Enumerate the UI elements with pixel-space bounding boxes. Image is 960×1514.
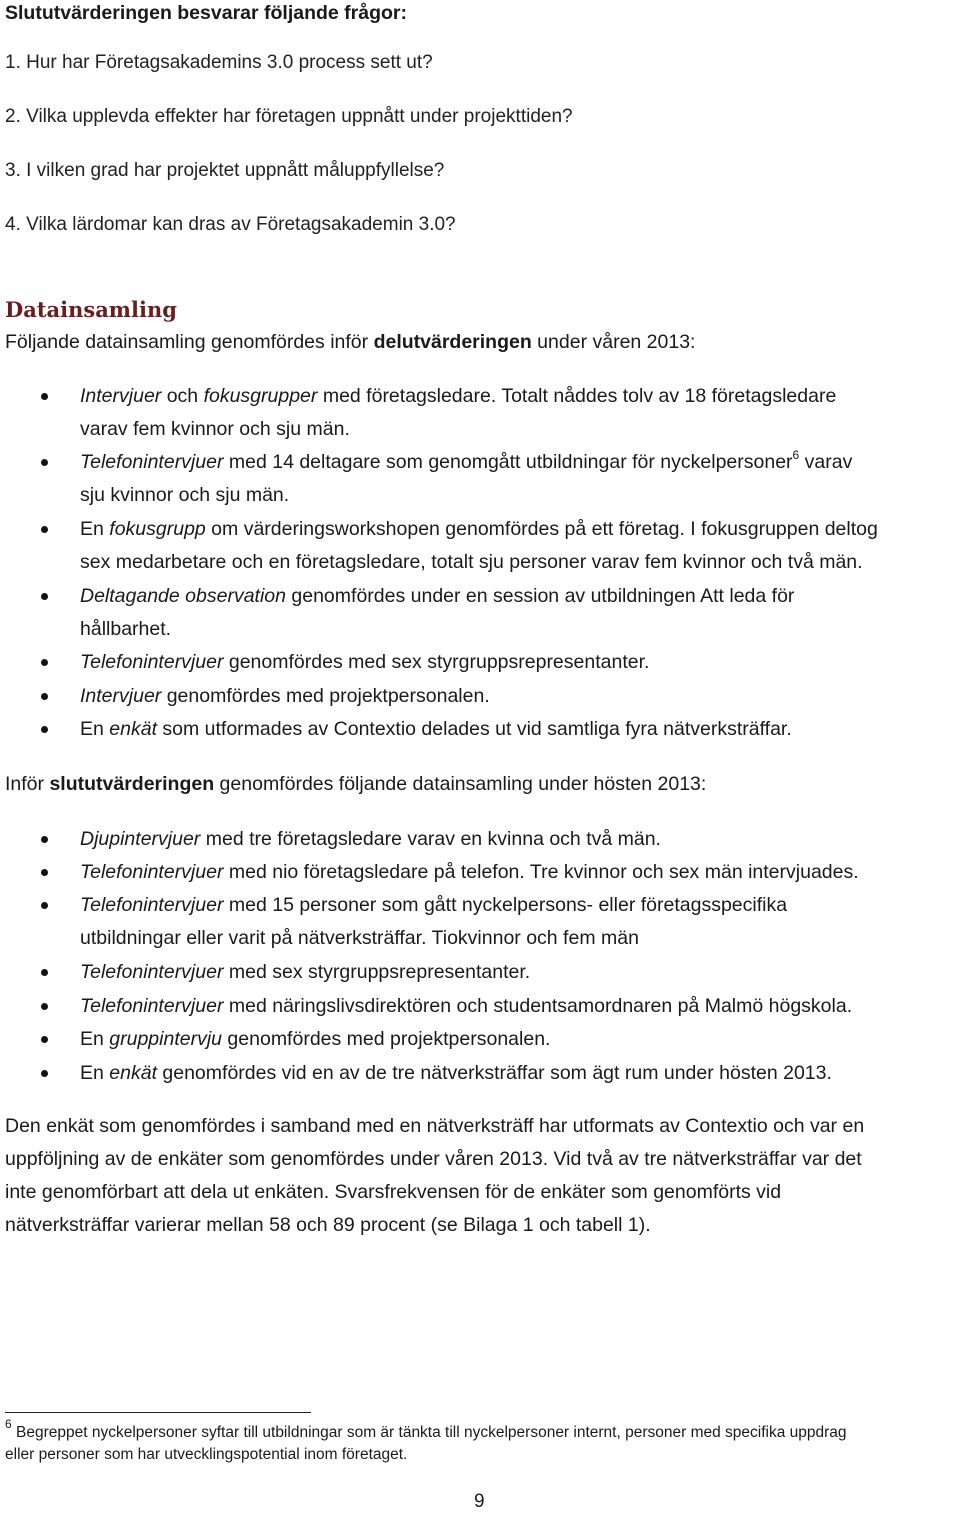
bullet-text: med sex styrgruppsrepresentanter. bbox=[223, 961, 531, 983]
intro2-bold-term: slututvärderingen bbox=[49, 773, 215, 795]
bullet-text: genomfördes under en session av utbildningen Att leda för bbox=[285, 585, 795, 607]
intro2-text: Inför bbox=[5, 773, 50, 795]
bullet-text: med näringslivsdirektören och studentsamordnaren på Malmö högskola. bbox=[223, 995, 853, 1017]
question-item-2: 2. Vilka upplevda effekter har företagen uppnått under projekttiden? bbox=[5, 106, 573, 127]
bullet-text: med tre företagsledare varav en kvinna och två män. bbox=[200, 828, 661, 850]
bullet-item bbox=[80, 1023, 960, 1056]
bullet-text: som utformades av Contextio delades ut vid samtliga fyra nätverksträffar. bbox=[156, 718, 792, 740]
bullet-line-continuation: hållbarhet. bbox=[80, 618, 172, 640]
emphasized-term: enkät bbox=[109, 718, 157, 740]
bullet-line bbox=[80, 580, 960, 613]
bullet-text: En bbox=[80, 718, 110, 740]
question-item-3: 3. I vilken grad har projektet uppnått måluppfyllelse? bbox=[5, 160, 445, 181]
closing-line: nätverksträffar varierar mellan 58 och 89 procent (se Bilaga 1 och tabell 1). bbox=[5, 1214, 651, 1236]
emphasized-term: Intervjuer bbox=[80, 385, 162, 407]
page-number: 9 bbox=[474, 1491, 485, 1512]
bullet-text: med företagsledare. Totalt nåddes tolv av 18 företagsledare bbox=[317, 385, 837, 407]
bullet-text: genomfördes med projektpersonalen. bbox=[161, 685, 490, 707]
footnote-number: 6 bbox=[5, 1417, 12, 1431]
footnote bbox=[5, 1417, 847, 1466]
emphasized-term: enkät bbox=[109, 1062, 157, 1084]
closing-line: Den enkät som genomfördes i samband med en nätverksträff har utformats av Contextio och var en bbox=[5, 1115, 865, 1137]
questions-heading: Slututvärderingen besvarar följande frågor: bbox=[5, 2, 408, 24]
emphasized-term: Telefonintervjuer bbox=[80, 861, 224, 883]
emphasized-term: gruppintervju bbox=[109, 1028, 223, 1050]
section-heading-datainsamling: Datainsamling bbox=[5, 297, 177, 322]
emphasized-term: Telefonintervjuer bbox=[80, 995, 224, 1017]
bullet-line-continuation: utbildningar eller varit på nätverksträffar. Tiokvinnor och fem män bbox=[80, 927, 639, 949]
intro-text: Följande datainsamling genomfördes inför bbox=[5, 331, 374, 353]
emphasized-term: Telefonintervjuer bbox=[80, 451, 224, 473]
emphasized-term: Telefonintervjuer bbox=[80, 961, 224, 983]
emphasized-term: Telefonintervjuer bbox=[80, 651, 224, 673]
bullet-line-continuation: sex medarbetare och en företagsledare, totalt sju personer varav fem kvinnor och två män. bbox=[80, 551, 863, 573]
bullet-item bbox=[80, 713, 960, 746]
emphasized-term: Telefonintervjuer bbox=[80, 894, 224, 916]
bullet-text: med nio företagsledare på telefon. Tre kvinnor och sex män intervjuades. bbox=[223, 861, 859, 883]
bullet-item bbox=[80, 580, 960, 646]
bullet-line bbox=[80, 680, 960, 713]
footnote-divider bbox=[5, 1412, 311, 1413]
bullet-line bbox=[80, 446, 960, 479]
footnote-text: Begreppet nyckelpersoner syftar till utbildningar som är tänkta till nyckelpersoner internt, personer med specifika uppdrag bbox=[11, 1424, 847, 1441]
question-item-4: 4. Vilka lärdomar kan dras av Företagsakademin 3.0? bbox=[5, 214, 456, 235]
bullet-item bbox=[80, 513, 960, 579]
bullet-line bbox=[80, 1057, 960, 1090]
bullet-item bbox=[80, 823, 960, 856]
bullet-item bbox=[80, 446, 960, 512]
emphasized-term: fokusgrupp bbox=[109, 518, 206, 540]
bullet-line bbox=[80, 713, 960, 746]
bullet-line bbox=[80, 956, 960, 989]
bullet-line-continuation: varav fem kvinnor och sju män. bbox=[80, 418, 350, 440]
question-item-1: 1. Hur har Företagsakademins 3.0 process sett ut? bbox=[5, 52, 433, 73]
intro-text-end: under våren 2013: bbox=[531, 331, 696, 353]
bullet-text: genomfördes med sex styrgruppsrepresentanter. bbox=[223, 651, 650, 673]
bullet-text: genomfördes vid en av de tre nätverksträffar som ägt rum under hösten 2013. bbox=[156, 1062, 832, 1084]
closing-line: uppföljning av de enkäter som genomfördes under våren 2013. Vid två av tre nätverksträffar var det bbox=[5, 1148, 862, 1170]
intro2-text-end: genomfördes följande datainsamling under hösten 2013: bbox=[214, 773, 707, 795]
bullet-text: En bbox=[80, 1028, 110, 1050]
bullet-item bbox=[80, 680, 960, 713]
bullet-text: om värderingsworkshopen genomfördes på ett företag. I fokusgruppen deltog bbox=[205, 518, 878, 540]
bullet-line bbox=[80, 513, 960, 546]
bullet-line bbox=[80, 380, 960, 413]
closing-paragraph bbox=[5, 1110, 864, 1242]
bullet-line-continuation: sju kvinnor och sju män. bbox=[80, 484, 290, 506]
intro-paragraph-slututvardering bbox=[5, 768, 706, 800]
bullet-item bbox=[80, 1057, 960, 1090]
bullet-item bbox=[80, 956, 960, 989]
bullet-item bbox=[80, 990, 960, 1023]
footnote-line-2: eller personer som har utvecklingspotential inom företaget. bbox=[5, 1446, 408, 1463]
bullet-line bbox=[80, 856, 960, 889]
footnote-line-1 bbox=[5, 1417, 847, 1444]
bullet-text: En bbox=[80, 1062, 110, 1084]
bullet-text: En bbox=[80, 518, 110, 540]
bullet-text: med 14 deltagare som genomgått utbildningar för nyckelpersoner bbox=[223, 451, 793, 473]
bullet-text: och bbox=[161, 385, 204, 407]
intro-bold-term: delutvärderingen bbox=[373, 331, 532, 353]
bullet-item bbox=[80, 380, 960, 446]
bullet-item bbox=[80, 646, 960, 679]
bullet-line bbox=[80, 646, 960, 679]
bullet-item bbox=[80, 856, 960, 889]
emphasized-term: Deltagande observation bbox=[80, 585, 286, 607]
bullet-line bbox=[80, 889, 960, 922]
emphasized-term: Intervjuer bbox=[80, 685, 162, 707]
bullet-line bbox=[80, 1023, 960, 1056]
bullet-item bbox=[80, 889, 960, 955]
bullet-line bbox=[80, 990, 960, 1023]
bullet-text: med 15 personer som gått nyckelpersons- eller företagsspecifika bbox=[223, 894, 788, 916]
bullet-line bbox=[80, 823, 960, 856]
closing-line: inte genomförbart att dela ut enkäten. Svarsfrekvensen för de enkäter som genomförts vid bbox=[5, 1181, 782, 1203]
bullet-text: varav bbox=[799, 451, 853, 473]
footnote-ref: 6 bbox=[792, 448, 800, 462]
emphasized-term: Djupintervjuer bbox=[80, 828, 201, 850]
emphasized-term: fokusgrupper bbox=[203, 385, 318, 407]
intro-paragraph-delutvardering bbox=[5, 326, 695, 358]
bullet-text: genomfördes med projektpersonalen. bbox=[222, 1028, 551, 1050]
